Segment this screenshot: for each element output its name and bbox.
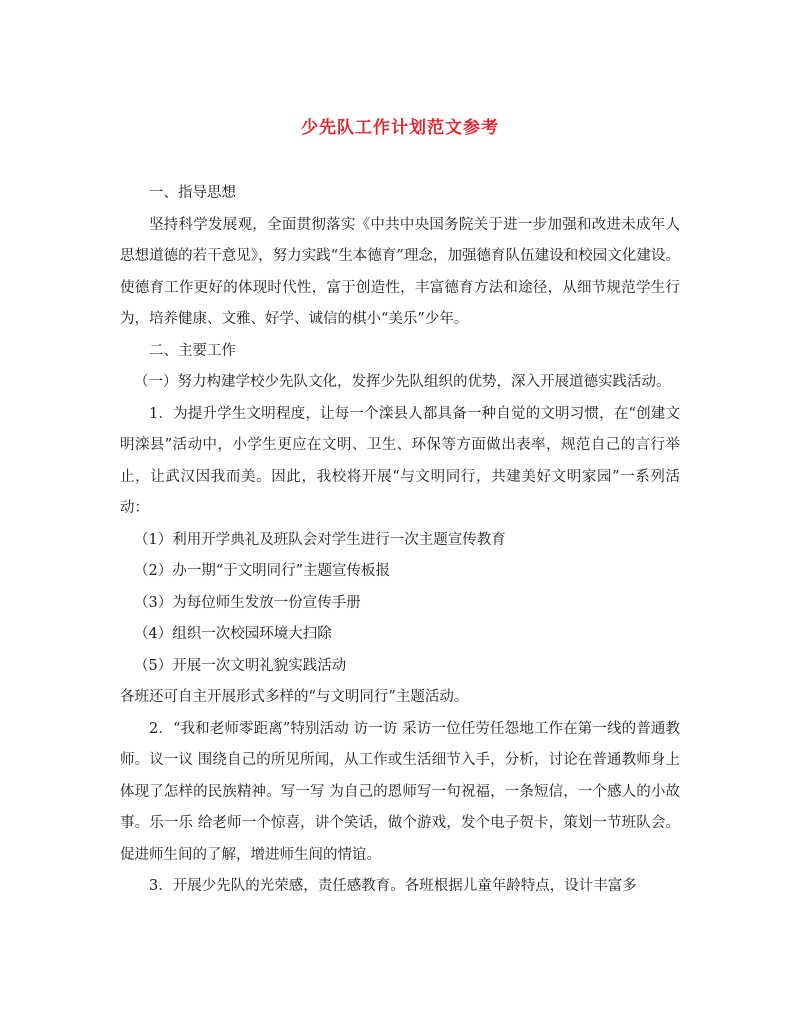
- paragraph: 3．开展少先队的光荣感，责任感教育。各班根据儿童年龄特点，设计丰富多: [149, 878, 637, 894]
- list-item: （4）组织一次校园环境大扫除: [134, 626, 332, 642]
- section-heading-main-work: 二、主要工作: [149, 342, 236, 359]
- document-body: [120, 178, 680, 903]
- paragraph: 坚持科学发展观，全面贯彻落实《中共中央国务院关于进一步加强和改进未成年人思想道德的若干意见》，努力实践“生本德育”理念，加强德育队伍建设和校园文化建设。使德育工作更好的体现时代性，富于创造性，丰富德育方法和途径，从细节规范学生行为，培养健康、文雅、好学、诚信的棋小“美乐”少年。: [120, 216, 680, 327]
- list-item: （5）开展一次文明礼貌实践活动: [134, 657, 347, 674]
- paragraph: 2．“我和老师零距离”特别活动 访一访 采访一位任劳任怨地工作在第一线的普通教师。议一议 围绕自己的所见所闻，从工作或生活细节入手，分析，讨论在普通教师身上体现了怎样的民族精神。写一写 为自己的恩师写一句祝福，一条短信，一个感人的小故事。乐一乐 给老师一个惊喜，讲个笑话，做个游戏，发个电子贺卡，策划一节班队会。促进师生间的了解，增进师生间的情谊。: [120, 720, 680, 863]
- list-item: （1）利用开学典礼及班队会对学生进行一次主题宣传教育: [134, 531, 506, 548]
- paragraph: 1．为提升学生文明程度，让每一个滦县人都具备一种自觉的文明习惯，在“创建文明滦县”活动中，小学生更应在文明、卫生、环保等方面做出表率，规范自己的言行举止，让武汉因我而美。因此，我校将开展“与文明同行，共建美好文明家园”一系列活动：: [120, 405, 680, 516]
- document-title: 少先队工作计划范文参考: [301, 118, 499, 138]
- section-heading-guiding-ideology: 一、指导思想: [149, 185, 236, 201]
- paragraph: 各班还可自主开展形式多样的“与文明同行”主题活动。: [120, 689, 469, 705]
- list-item: （2）办一期“于文明同行”主题宣传板报: [134, 563, 391, 579]
- list-item: （3）为每位师生发放一份宣传手册: [134, 594, 361, 611]
- subsection-heading: （一）努力构建学校少先队文化，发挥少先队组织的优势，深入开展道德实践活动。: [134, 374, 671, 390]
